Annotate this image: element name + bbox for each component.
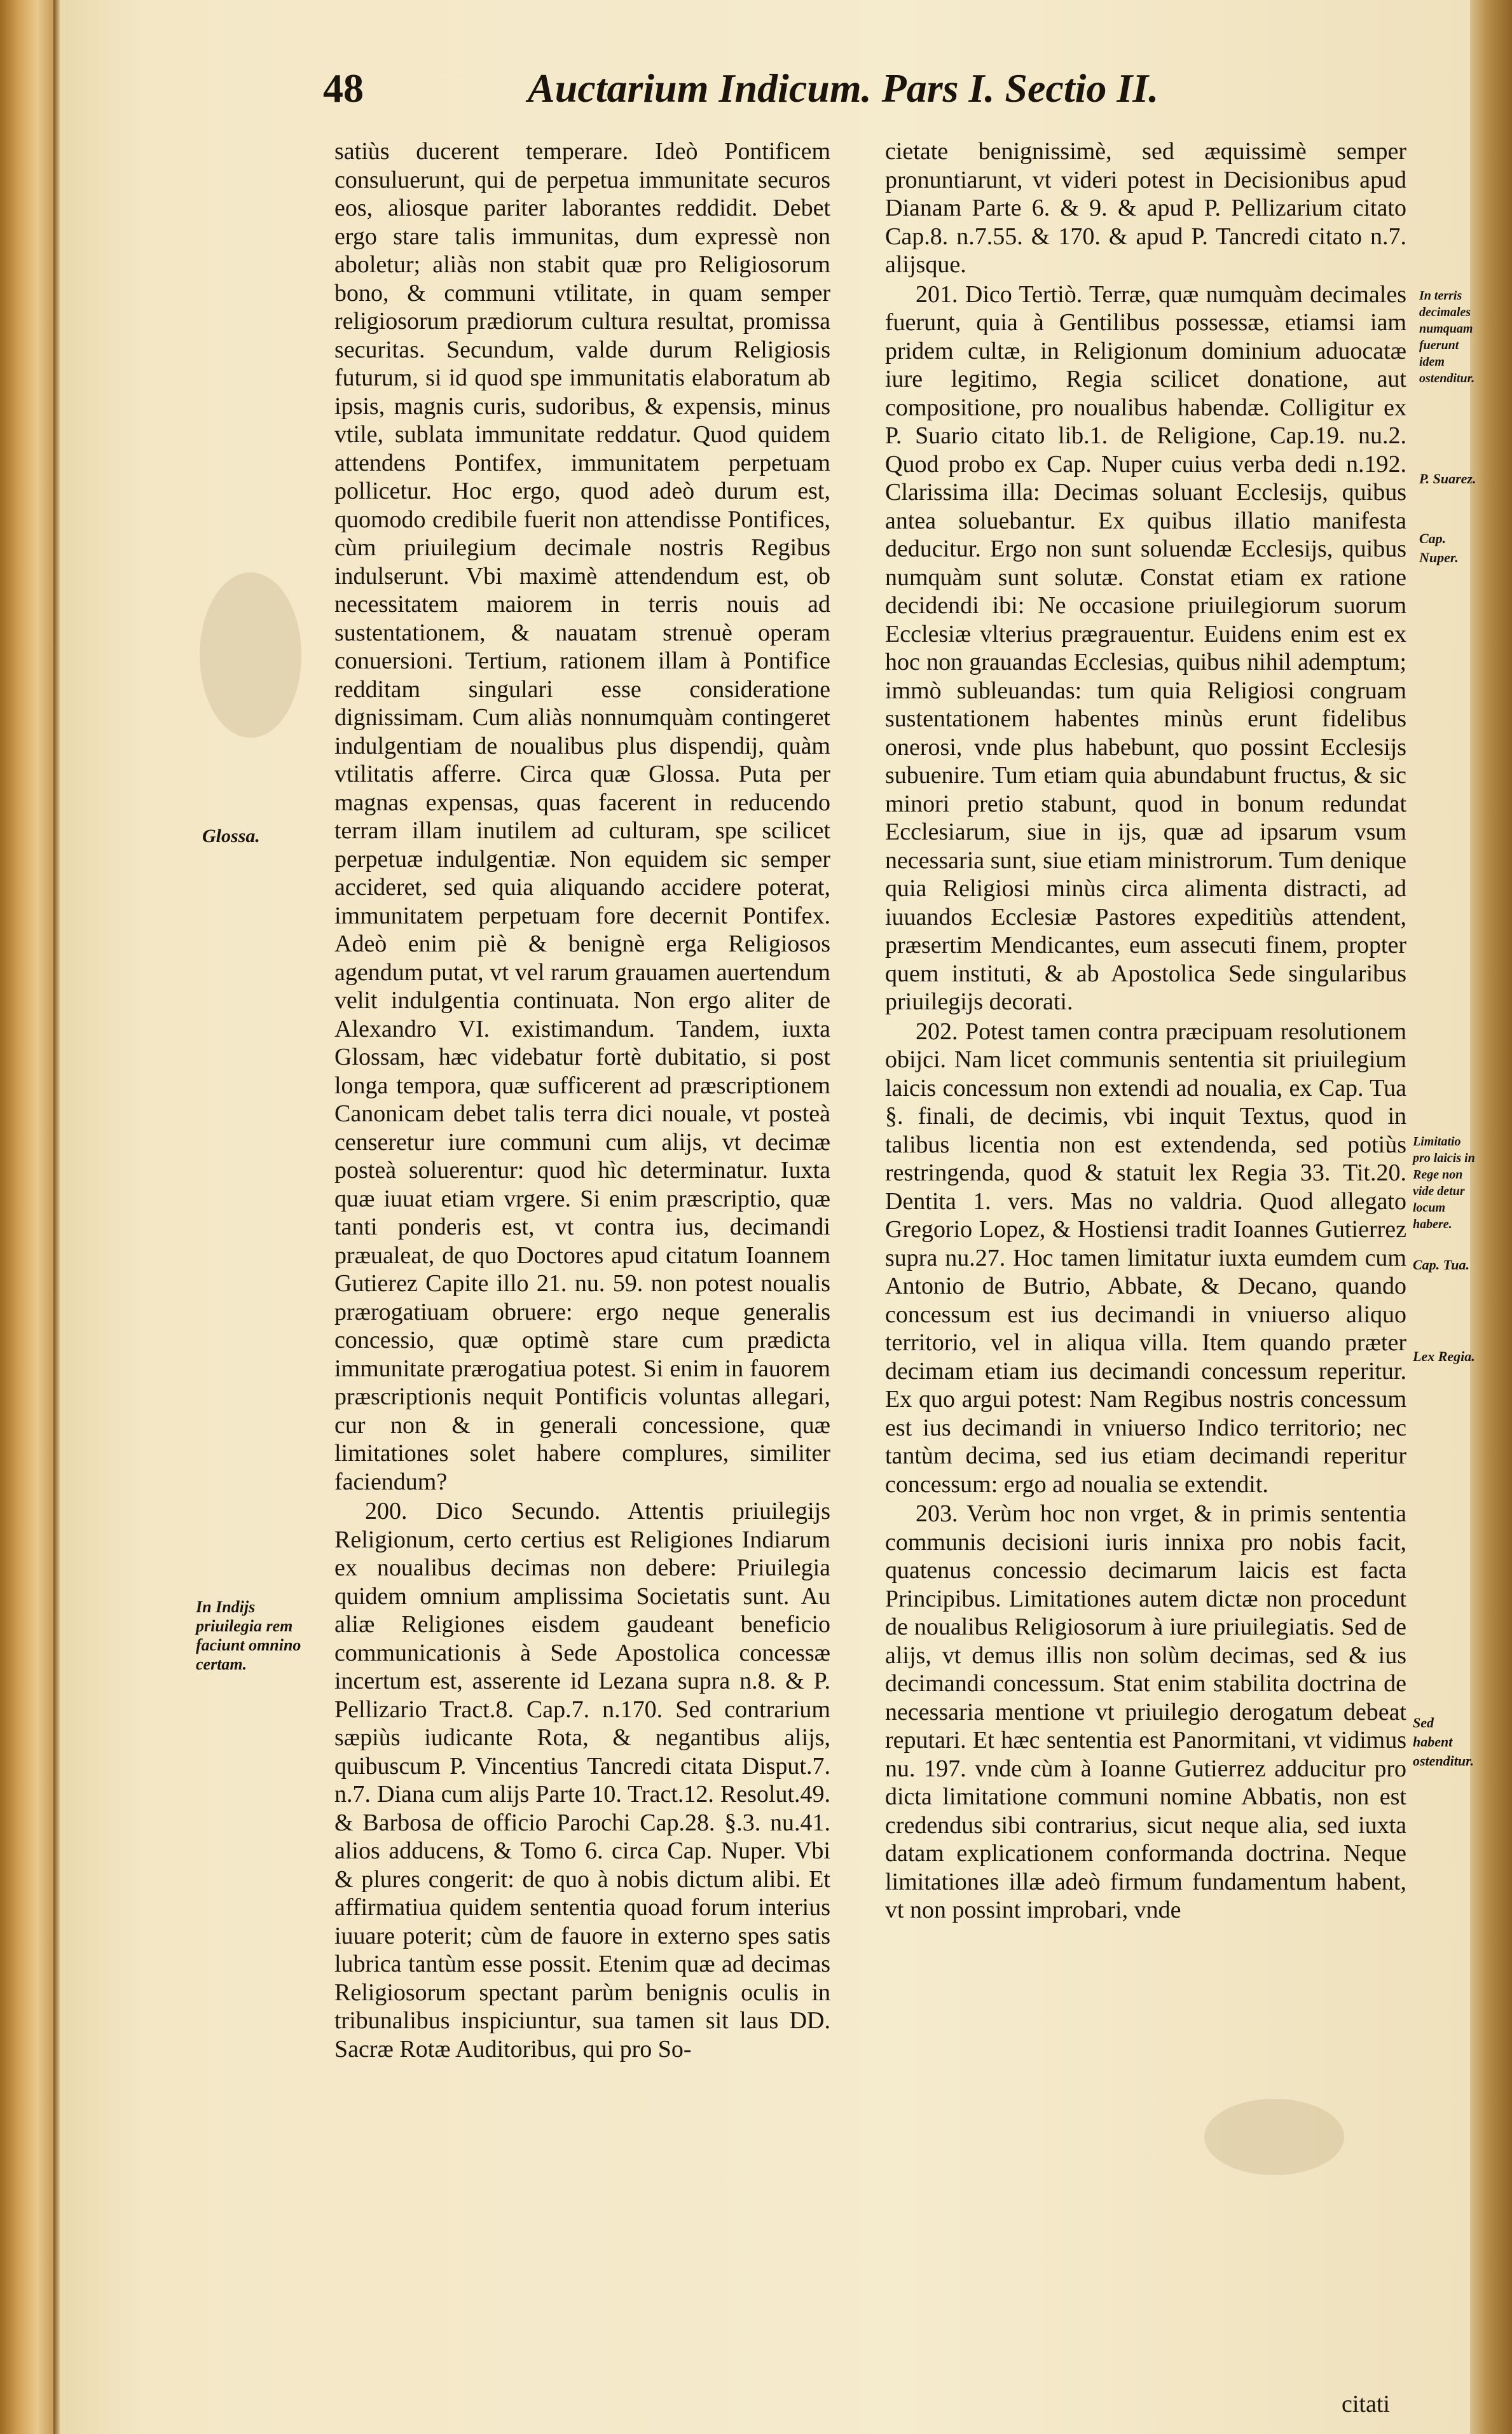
- left-paragraph-1: satiùs ducerent temperare. Ideò Pontificem consuluerunt, qui de perpetua immunitate securos eos, aliosque pariter laborantes reddidit. Debet ergo stare talis immunitas, dum expressè non aboletur; aliàs non stabit quæ pro Religiosorum bono, & communi vtilitate, in quam semper religiosorum prædiorum cultura resultat, promissa securitas. Secundum, valde durum Religiosis futurum, si id quod spe immunitatis elaboratum ab ipsis, magnis curis, sudoribus, & expensis, minus vtile, sublata immunitate reddatur. Quod quidem attendens Pontifex, immunitatem perpetuam pollicetur. Hoc ergo, quod adeò durum est, quomodo credibile fuerit non attendisse Pontifices, cùm priuilegium decimale nostris Regibus indulserunt. Vbi maximè attendendum est, ob necessitatem maiorem in terris nouis ad sustentationem, & nauatam strenuè operam conuersioni. Tertium, rationem illam à Pontifice redditam singulari esse consideratione dignissimam. Cum aliàs nonnumquàm contingeret indulgentiam de noualibus plus dispendij, quàm vtilitatis afferre. Circa quæ Glossa. Puta per magnas expensas, quas facerent in reducendo terram illam inutilem ad culturam, spe scilicet perpetuæ indulgentiæ. Non equidem sic semper accideret, sed quia aliquando accidere poterat, immunitatem perpetuam fore decernit Pontifex. Adeò enim piè & benignè erga Religiosos agendum putat, vt vel rarum grauamen auertendum velit indulgentia continuata. Non ergo aliter de Alexandro VI. existimandum. Tandem, iuxta Glossam, hæc videbatur fortè dubitatio, si post longa tempora, quæ sufficerent ad præscriptionem Canonicam debet talis terra dici nouale, vt posteà censeretur iure communi cum alijs, vt decimæ posteà soluerentur: quod hìc determinatur. Iuxta quæ iuuat etiam vrgere. Si enim præscriptio, quæ tanti ponderis est, vt contra ius, decimandi præualeat, de quo Doctores apud citatum Ioannem Gutierez Capite illo 21. nu. 59. non potest noualis prærogatiuam obruere: ergo neque generalis concessio, quæ optimè stare cum prædicta immunitate prærogatiua potest. Si enim in fauorem præscriptionis nequit Pontificis voluntas allegari, cur non & in generali concessione, quæ limitationes solet habere complures, similiter faciendum?: [334, 138, 830, 1495]
- margin-note-glossa: Glossa.: [202, 826, 260, 847]
- gutter-shadow: [53, 0, 60, 2434]
- margin-note-in-indiis: In Indijs priuilegia rem faciunt omnino certam.: [196, 1598, 301, 1673]
- left-column: [334, 137, 830, 2064]
- margin-note-lex-regia: Lex Regia.: [1413, 1348, 1475, 1364]
- margin-note-p-suarez: P. Suarez.: [1419, 471, 1476, 487]
- catchword: citati: [1342, 2391, 1390, 2417]
- page-header: [0, 65, 1512, 122]
- right-paragraph-202: 202. Potest tamen contra præcipuam resolutionem obijci. Nam licet communis sententia sit priuilegium laicis concessum non extendi ad noualia, ex Cap. Tua §. finali, de decimis, vbi inquit Textus, quod in talibus licentia non est extendenda, sed potiùs restringenda, quod & statuit lex Regia 33. Tit.20. Dentita 1. vers. Mas no valdria. Quod allegato Gregorio Lopez, & Hostiensi tradit Ioannes Gutierrez supra nu.27. Hoc tamen limitatur iuxta eumdem cum Antonio de Butrio, Abbate, & Decano, quando concessum est ius decimandi in vniuerso aliquo territorio, vel in aliqua villa. Item quando præter decimam etiam ius decimandi concessum reperitur. Ex quo argui potest: Nam Regibus nostris concessum est ius decimandi in vniuerso Indico territorio; nec tantùm decima, sed ius etiam decimandi reperitur concessum: ergo ad noualia se extendit.: [885, 1018, 1406, 1498]
- margin-note-sed-habent: Sed habent ostenditur.: [1413, 1715, 1474, 1769]
- margin-note-cap-nuper: Cap. Nuper.: [1419, 530, 1459, 565]
- margin-note-limitatio: Limitatio pro laicis in Rege non vide detur locum habere.: [1413, 1135, 1475, 1231]
- book-gutter: [0, 0, 53, 2434]
- page-stain: [1204, 2099, 1344, 2175]
- margin-note-cap-tua: Cap. Tua.: [1413, 1257, 1470, 1273]
- margin-note-in-terris: In terris decimales numquam fuerunt idem ostenditur.: [1419, 289, 1475, 385]
- right-paragraph-201: 201. Dico Tertiò. Terræ, quæ numquàm decimales fuerunt, quia à Gentilibus possessæ, etiamsi iam pridem cultæ, in Religionum dominium aduocatæ iure legitimo, Regia scilicet donatione, aut compositione, pro noualibus habendæ. Colligitur ex P. Suario citato lib.1. de Religione, Cap.19. nu.2. Quod probo ex Cap. Nuper cuius verba dedi n.192. Clarissima illa: Decimas soluant Ecclesijs, quibus antea soluebantur. Ex quibus illatio manifesta deducitur. Ergo non sunt soluendæ Ecclesijs, quibus numquàm sunt solutæ. Constat etiam ex ratione decidendi ibi: Ne occasione priuilegiorum suorum Ecclesiæ vlterius prægrauentur. Euidens enim est ex hoc non grauandas Ecclesias, quibus nihil ademptum; immò subleuandas: tum quia Religiosi congruam sustentationem habentes minùs erunt fidelibus onerosi, vnde plus habebunt, quo possint Ecclesijs subuenire. Tum etiam quia abundabunt fructus, & sic minori pretio stabunt, quod in bonum redundat Ecclesiarum, siue in ijs, quæ ad ipsarum vsum necessaria sunt, siue etiam ministrorum. Tum denique quia Religiosi minùs circa alimenta distracti, ad iuuandos Ecclesiæ Pastores expeditiùs attendent, præsertim Mendicantes, eum assecuti finem, propter quem instituti, & ab Apostolica Sede singularibus priuilegijs decorati.: [885, 280, 1406, 1015]
- right-paragraph-continuation: cietate benignissimè, sed æquissimè semper pronuntiarunt, vt videri potest in Decisionibus apud Dianam Parte 6. & 9. & apud P. Pellizarium citato Cap.8. n.7.55. & 170. & apud P. Tancredi citato n.7. alijsque.: [885, 138, 1406, 278]
- right-paragraph-203: 203. Verùm hoc non vrget, & in primis sententia communis decisioni iuris innixa pro nobis facit, quatenus concessio decimarum laicis est facta Principibus. Limitationes autem dictæ non procedunt de noualibus Religiosorum à iure priuilegiatis. Sed de alijs, vt demus illis non solùm decimas, sed & ius decimandi concessum. Stat enim stabilita doctrina de necessaria mentione vt priuilegio derogatum debeat reputari. Et hæc sententia est Panormitani, vt vidimus nu. 197. vnde cùm à Ioanne Gutierrez adducitur pro dicta limitatione communi nomine Abbatis, non est credendus sibi contrarius, sicut neque alia, sed iuxta datam explicationem conformanda doctrina. Neque limitationes illæ adeò firmum fundamentum habent, vt non possint improbari, vnde: [885, 1500, 1406, 1923]
- page-number: 48: [323, 66, 364, 111]
- page-stain: [200, 572, 301, 738]
- left-paragraph-200: 200. Dico Secundo. Attentis priuilegijs Religionum, certo certius est Religiones Indiarum ex noualibus decimas non debere: Priuilegia quidem omnium amplissima Societatis sunt. Au aliæ Religiones eisdem gaudeant beneficio communicationis à Sede Apostolica concessæ incertum est, asserente id Lezana supra n.8. & P. Pellizario Tract.8. Cap.7. n.170. Sed contrarium sæpiùs iudicante Rota, & negantibus alijs, quibuscum P. Vincentius Tancredi citata Disput.7. n.7. Diana cum alijs Parte 10. Tract.12. Resolut.49. & Barbosa de officio Parochi Cap.28. §.3. nu.41. alios adducens, & Tomo 6. circa Cap. Nuper. Vbi & plures congerit: de quo à nobis dictum alibi. Et affirmatiua quidem sententia quoad forum interius iuuare poterit; cùm de fauore in externo spes satis lubrica tantùm esse possit. Etenim quæ ad decimas Religiosorum spectant parùm benignis oculis in tribunalibus inspiciuntur, sua tamen sit laus DD. Sacræ Rotæ Auditoribus, qui pro So-: [334, 1498, 830, 2063]
- running-title: Auctarium Indicum. Pars I. Sectio II.: [528, 66, 1159, 111]
- right-column: [885, 137, 1406, 1926]
